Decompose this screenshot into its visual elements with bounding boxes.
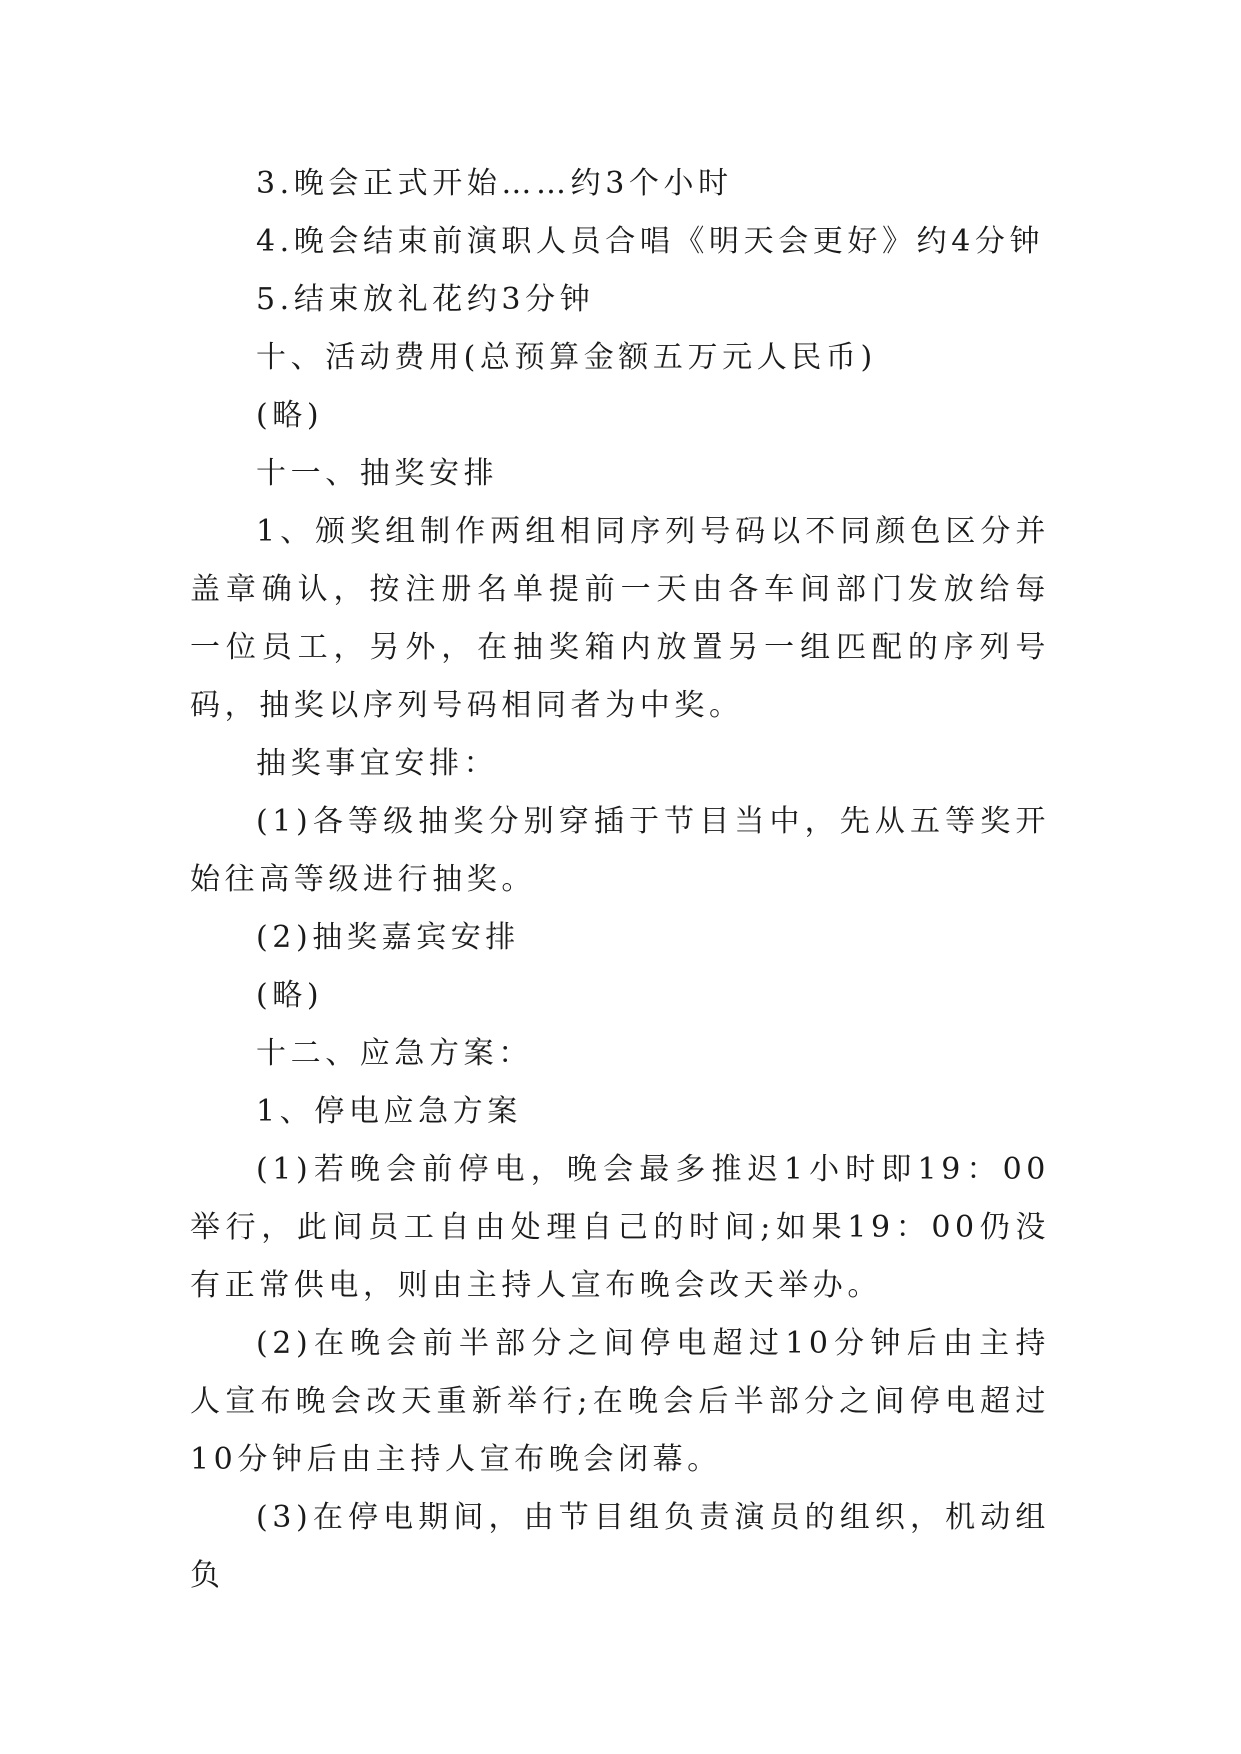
heading-power-outage-plan: 1、停电应急方案 xyxy=(256,1094,522,1129)
paragraph-program-start: 3.晚会正式开始……约3个小时 xyxy=(256,166,733,201)
paragraph-omitted-guests: (略) xyxy=(256,978,324,1013)
heading-emergency-plan: 十二、应急方案： xyxy=(256,1036,533,1071)
document-body xyxy=(190,155,1050,1605)
paragraph-outage-during-show: (2)在晚会前半部分之间停电超过10分钟后由主持人宣布晚会改天重新举行;在晚会后半部分之间停电超过10分钟后由主持人宣布晚会闭幕。 xyxy=(190,1326,1050,1477)
paragraph-omitted-cost: (略) xyxy=(256,398,324,433)
paragraph-fireworks: 5.结束放礼花约3分钟 xyxy=(256,282,595,317)
heading-lottery: 十一、抽奖安排 xyxy=(256,456,499,491)
paragraph-lottery-levels: (1)各等级抽奖分别穿插于节目当中，先从五等奖开始往高等级进行抽奖。 xyxy=(190,804,1050,897)
paragraph-lottery-guests: (2)抽奖嘉宾安排 xyxy=(256,920,520,955)
heading-activity-cost: 十、活动费用(总预算金额五万元人民币) xyxy=(256,340,877,375)
paragraph-lottery-numbers: 1、颁奖组制作两组相同序列号码以不同颜色区分并盖章确认，按注册名单提前一天由各车间部门发放给每一位员工，另外，在抽奖箱内放置另一组匹配的序列号码，抽奖以序列号码相同者为中奖。 xyxy=(190,514,1050,723)
paragraph-lottery-arrangement: 抽奖事宜安排： xyxy=(256,746,499,781)
paragraph-outage-organization: (3)在停电期间，由节目组负责演员的组织，机动组负 xyxy=(190,1500,1050,1593)
paragraph-outage-before-show: (1)若晚会前停电，晚会最多推迟1小时即19：00举行，此间员工自由处理自己的时间;如果19：00仍没有正常供电，则由主持人宣布晚会改天举办。 xyxy=(190,1152,1050,1303)
paragraph-chorus: 4.晚会结束前演职人员合唱《明天会更好》约4分钟 xyxy=(256,224,1045,259)
